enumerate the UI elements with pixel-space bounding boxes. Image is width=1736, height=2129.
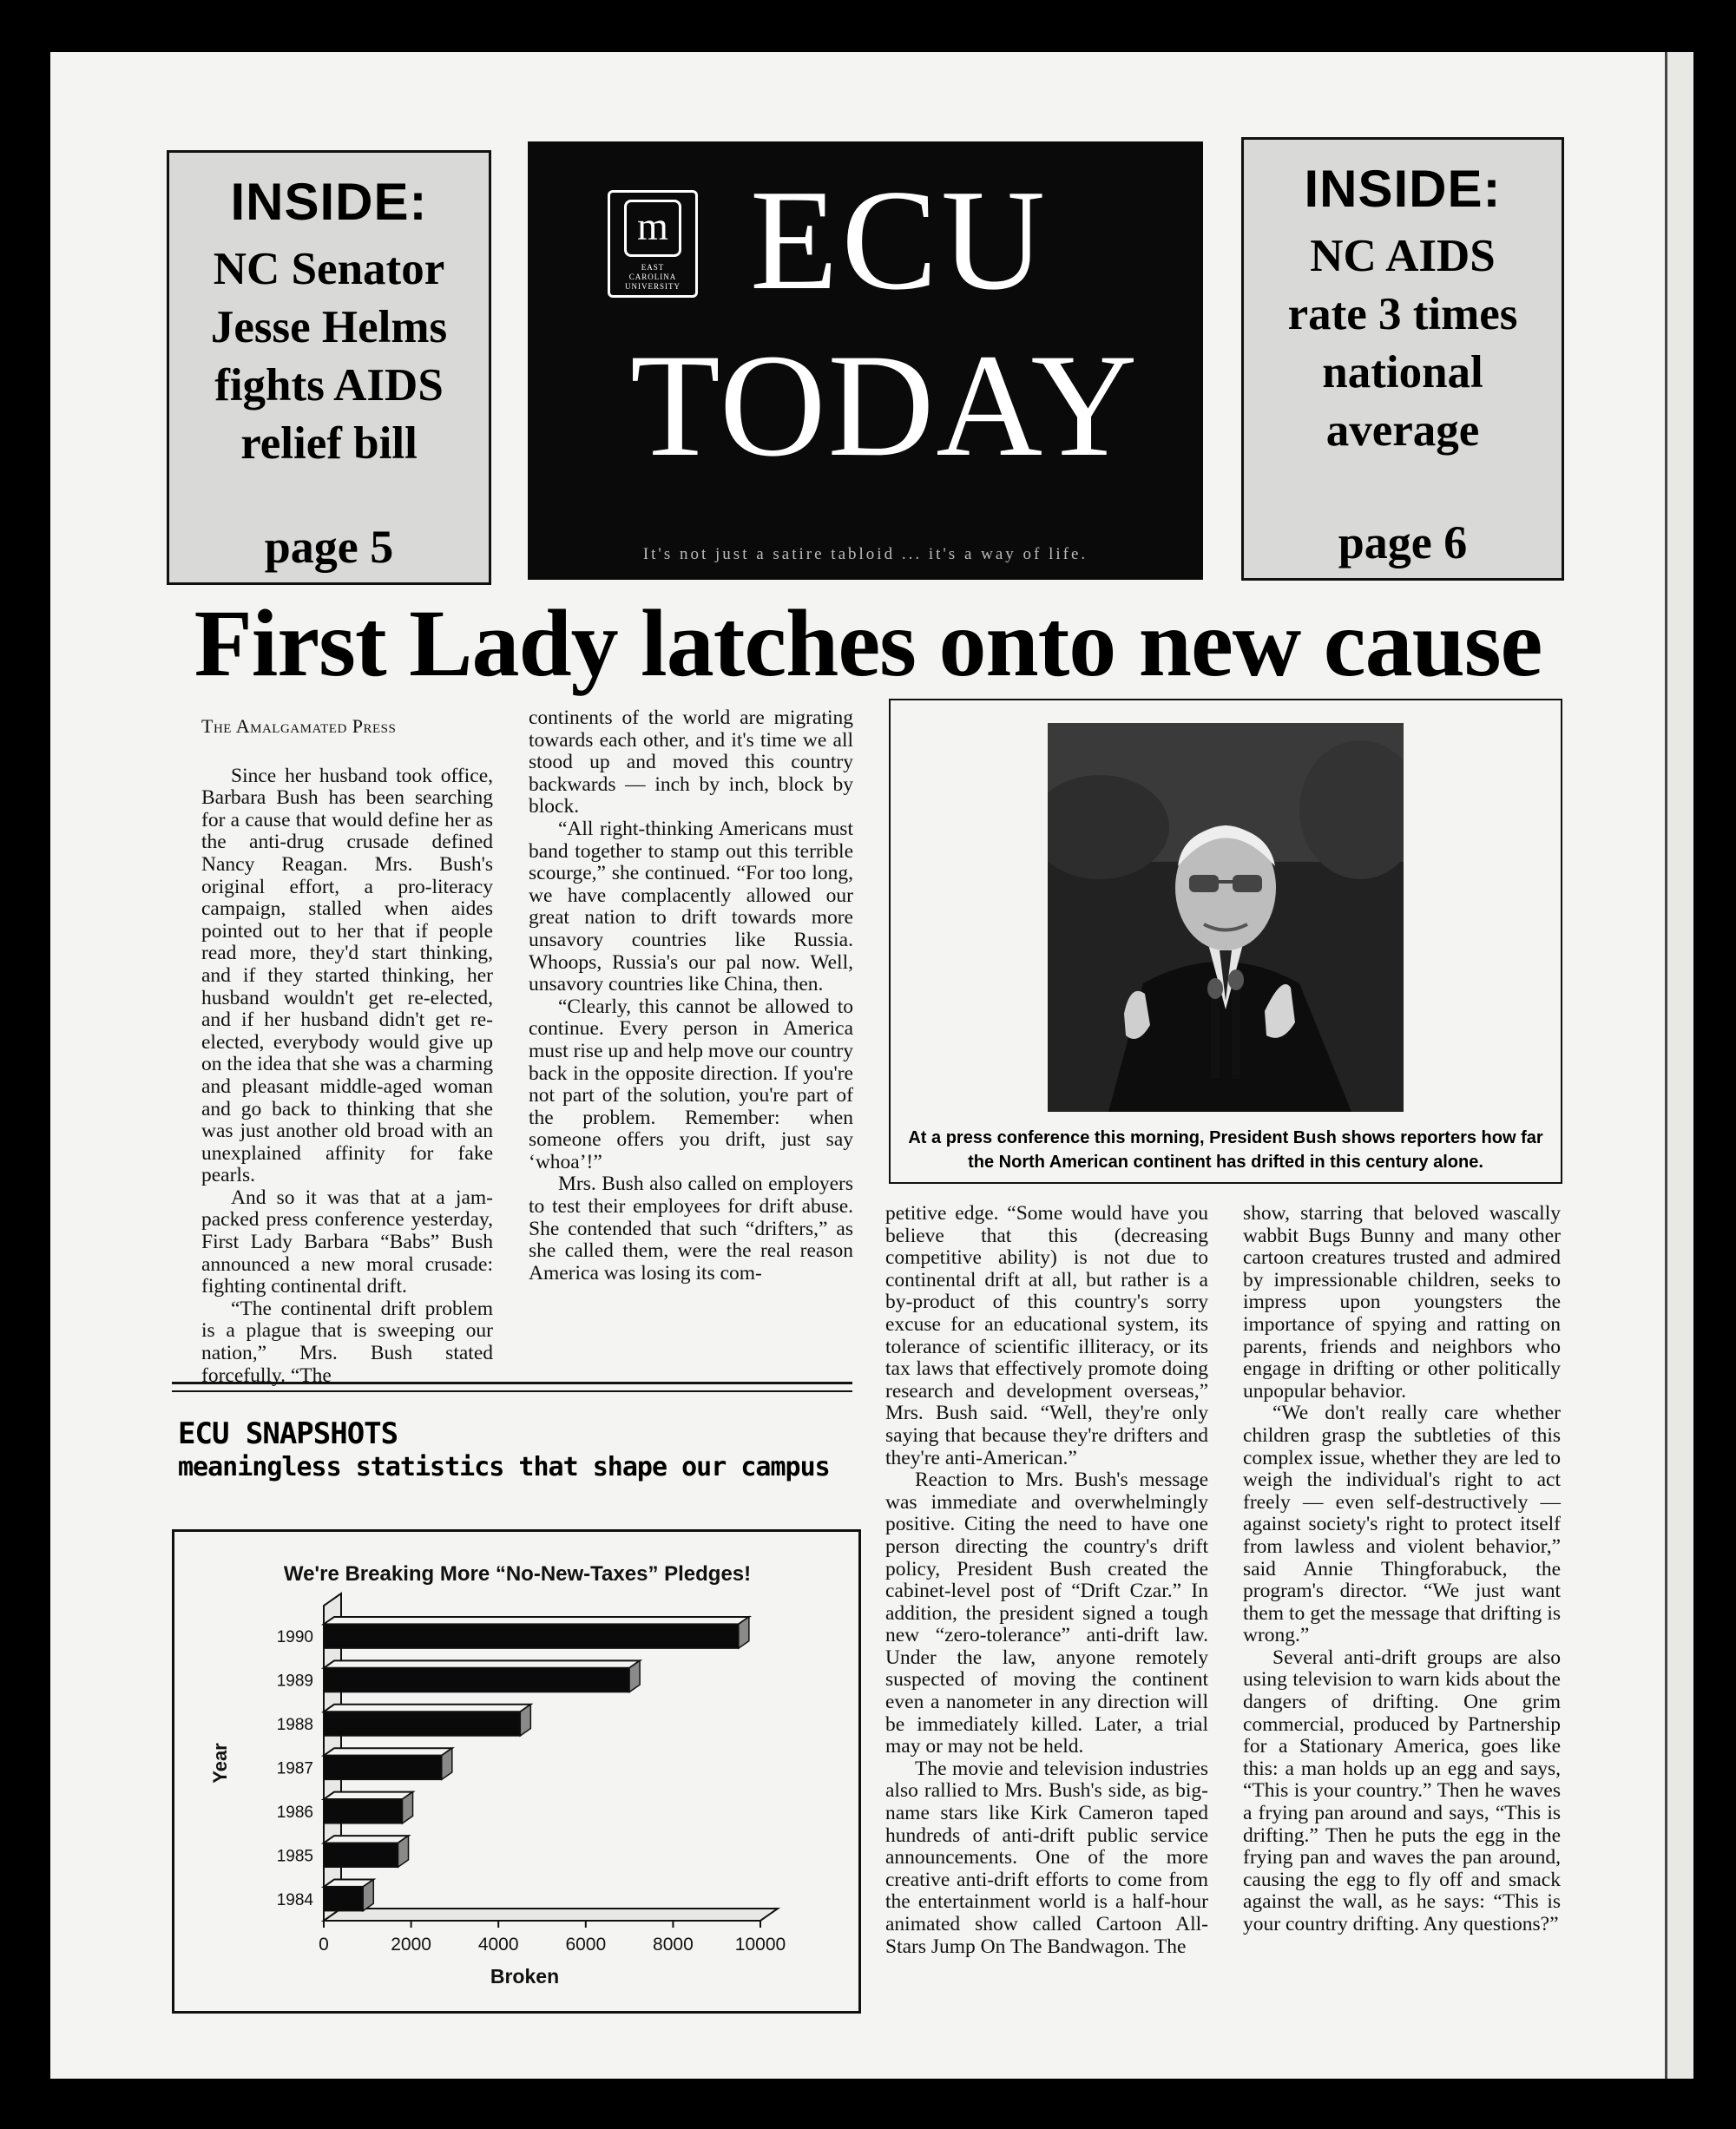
university-logo bbox=[608, 190, 698, 298]
y-tick-label: 1989 bbox=[276, 1672, 313, 1691]
article-paragraph: “The continental drift problem is a plague that is sweeping our nation,” Mrs. Bush stated forcefully. “The bbox=[201, 1297, 493, 1387]
x-tick-label: 4000 bbox=[477, 1935, 519, 1955]
logo-monogram: m bbox=[624, 200, 681, 257]
chart-title: We're Breaking More “No-New-Taxes” Pledges! bbox=[283, 1562, 752, 1586]
masthead-tagline: It's not just a satire tabloid ... it's a way of life. bbox=[642, 545, 1088, 563]
bar bbox=[324, 1799, 403, 1823]
teaser-line: average bbox=[1325, 405, 1480, 456]
article-column-2 bbox=[529, 707, 853, 1285]
byline: The Amalgamated Press bbox=[201, 715, 397, 737]
article-paragraph: show, starring that beloved wascally wabbit Bugs Bunny and many other cartoon creatures trusted and admired by impressionable children, seeks to impress upon youngsters the importance of spying and ratting on parents, friends and neighbors who engage in drifting or other politically unpopular behavior. bbox=[1243, 1202, 1561, 1403]
y-tick-label: 1986 bbox=[276, 1803, 313, 1822]
article-paragraph: Reaction to Mrs. Bush's message was immediate and overwhelmingly positive. Citing the need to have one person directing the country's drift policy, President Bush created the cabinet-level post of “Drift Czar.” In addition, the president signed a tough new “zero-tolerance” anti-drift law. Under the law, anyone remotely suspected of moving the continent even a nanometer in any direction will be immediately killed. Later, a trial may or may not be held. bbox=[885, 1469, 1208, 1758]
snapshots-subtitle: meaningless statistics that shape our campus bbox=[178, 1452, 830, 1482]
x-tick-label: 10000 bbox=[734, 1935, 786, 1955]
masthead-title-ecu: ECU bbox=[750, 160, 1049, 319]
logo-line: EAST bbox=[641, 263, 665, 272]
bar bbox=[324, 1843, 398, 1867]
article-paragraph: continents of the world are migrating towards each other, and it's time we all stood up and moved this country backwards — inch by inch, block by block. bbox=[529, 706, 853, 818]
page-reference[interactable]: page 6 bbox=[1338, 516, 1468, 568]
teaser-line: rate 3 times bbox=[1287, 289, 1518, 339]
inside-label: INSIDE: bbox=[230, 173, 428, 231]
teaser-line: national bbox=[1322, 347, 1483, 398]
teaser-line: fights AIDS bbox=[214, 360, 444, 411]
article-paragraph: petitive edge. “Some would have you believe that this (decreasing competitive ability) is not due to continental drift at all, but rather is a by-product of this country's sorry excuse for an educational system, its tolerance of scientific illiteracy, or its tax laws that effectively promote doing research and development overseas,” Mrs. Bush said. “Well, they're only saying that because they're drifters and they're anti-American.” bbox=[885, 1202, 1208, 1469]
teaser-line: NC Senator bbox=[213, 244, 445, 294]
bar-chart bbox=[174, 1532, 858, 2011]
press-conference-photo bbox=[1048, 723, 1404, 1112]
section-divider bbox=[172, 1382, 852, 1392]
y-tick-label: 1985 bbox=[276, 1847, 313, 1866]
logo-line: CAROLINA bbox=[628, 273, 677, 281]
bar-top bbox=[324, 1617, 749, 1624]
x-tick-label: 0 bbox=[319, 1935, 329, 1955]
y-tick-label: 1984 bbox=[276, 1890, 313, 1909]
teaser-line: Jesse Helms bbox=[210, 302, 448, 352]
y-tick-label: 1987 bbox=[276, 1759, 313, 1778]
bar bbox=[324, 1668, 629, 1692]
bar-top bbox=[324, 1836, 409, 1843]
inside-teaser-text bbox=[169, 240, 489, 473]
inside-teaser-right bbox=[1241, 137, 1564, 581]
article-paragraph: And so it was that at a jam-packed press conference yesterday, First Lady Barbara “Babs” Bush announced a new moral crusade: fighting continental drift. bbox=[201, 1186, 493, 1298]
snapshots-title: ECU SNAPSHOTS bbox=[178, 1416, 398, 1451]
x-tick-label: 2000 bbox=[391, 1935, 431, 1955]
x-axis-label: Broken bbox=[490, 1965, 560, 1988]
inside-teaser-text bbox=[1244, 227, 1562, 460]
bar bbox=[324, 1887, 363, 1911]
inside-teaser-left bbox=[167, 150, 491, 585]
bar bbox=[324, 1624, 739, 1648]
bar-top bbox=[324, 1792, 413, 1799]
logo-text bbox=[614, 263, 692, 292]
article-column-1 bbox=[201, 715, 493, 1387]
x-tick-label: 6000 bbox=[565, 1935, 607, 1955]
masthead bbox=[528, 141, 1203, 580]
snapshot-chart bbox=[172, 1529, 861, 2014]
article-paragraph: Several anti-drift groups are also using television to warn kids about the dangers of drifting. One grim commercial, produced by Partnership for a Stationary America, goes like this: a man holds up an egg and says, “This is your country.” Then he waves a frying pan around and says, “This is drifting.” Then he puts the egg in the frying pan and waves the pan around, causing the egg to fly off and smack against the wall, as he says: “This is your country drifting. Any questions?” bbox=[1243, 1646, 1561, 1935]
masthead-title-today: TODAY bbox=[630, 324, 1140, 487]
article-paragraph: “Clearly, this cannot be allowed to continue. Every person in America must rise up and help move our country back in the opposite direction. If you're not part of the solution, you're part of the problem. Remember: when someone offers you drift, just say ‘whoa’!” bbox=[529, 995, 853, 1173]
photo-caption: At a press conference this morning, President Bush shows reporters how far the North American continent has drifted in this century alone. bbox=[908, 1128, 1543, 1172]
article-paragraph: Since her husband took office, Barbara Bush has been searching for a cause that would define her as the anti-drug crusade defined Nancy Reagan. Mrs. Bush's original effort, a pro-literacy campaign, stalled when aides pointed out to her that if people read more, they'd start thinking, and if they started thinking, her husband wouldn't get re-elected, and if her husband didn't get re-elected, everybody would give up on the idea that she was a charming and pleasant middle-aged woman and go back to thinking that she was just another old broad with an unexplained affinity for fake pearls. bbox=[201, 764, 493, 1187]
inside-label: INSIDE: bbox=[1304, 160, 1502, 218]
photo-frame bbox=[889, 699, 1562, 1184]
page-edge bbox=[1665, 52, 1693, 2079]
article-paragraph: “We don't really care whether children grasp the subtleties of this complex issue, whether they are led to weigh the individual's right to act freely — even self-destructively — against society's right to protect itself from lawless and violent behavior,” said Annie Thingforabuck, the program's director. “We just want them to get the message that drifting is wrong.” bbox=[1243, 1402, 1561, 1647]
article-paragraph: The movie and television industries also rallied to Mrs. Bush's side, as big-name stars like Kirk Cameron taped hundreds of anti-drift public service announcements. One of the more creative anti-drift efforts to come from the entertainment world is a half-hour animated show called Cartoon All-Stars Jump On The Bandwagon. The bbox=[885, 1757, 1208, 1958]
bar-top bbox=[324, 1705, 530, 1712]
y-axis-label: Year bbox=[209, 1743, 231, 1784]
article-column-3 bbox=[885, 1203, 1208, 1958]
article-paragraph: Mrs. Bush also called on employers to test their employees for drift abuse. She contended that such “drifters,” as she called them, were the real reason America was losing its com- bbox=[529, 1173, 853, 1285]
article-column-4 bbox=[1243, 1203, 1561, 1936]
bar bbox=[324, 1756, 442, 1780]
bar bbox=[324, 1712, 520, 1736]
teaser-line: NC AIDS bbox=[1310, 231, 1496, 281]
page-reference[interactable]: page 5 bbox=[264, 521, 394, 573]
y-tick-label: 1988 bbox=[276, 1716, 313, 1735]
y-tick-label: 1990 bbox=[276, 1628, 313, 1647]
bar-top bbox=[324, 1660, 640, 1667]
photo-illustration bbox=[1048, 723, 1404, 1112]
teaser-line: relief bill bbox=[240, 418, 418, 469]
logo-line: UNIVERSITY bbox=[625, 282, 681, 291]
x-tick-label: 8000 bbox=[653, 1935, 694, 1955]
chart-floor bbox=[324, 1909, 778, 1921]
bar-top bbox=[324, 1748, 452, 1755]
article-paragraph: “All right-thinking Americans must band together to stamp out this terrible scourge,” she continued. “For too long, we have complacently allowed our great nation to drift towards more unsavory countries like Russia. Whoops, Russia's our pal now. Well, unsavory countries like China, then. bbox=[529, 817, 853, 996]
main-headline: First Lady latches onto new cause bbox=[194, 590, 1542, 696]
